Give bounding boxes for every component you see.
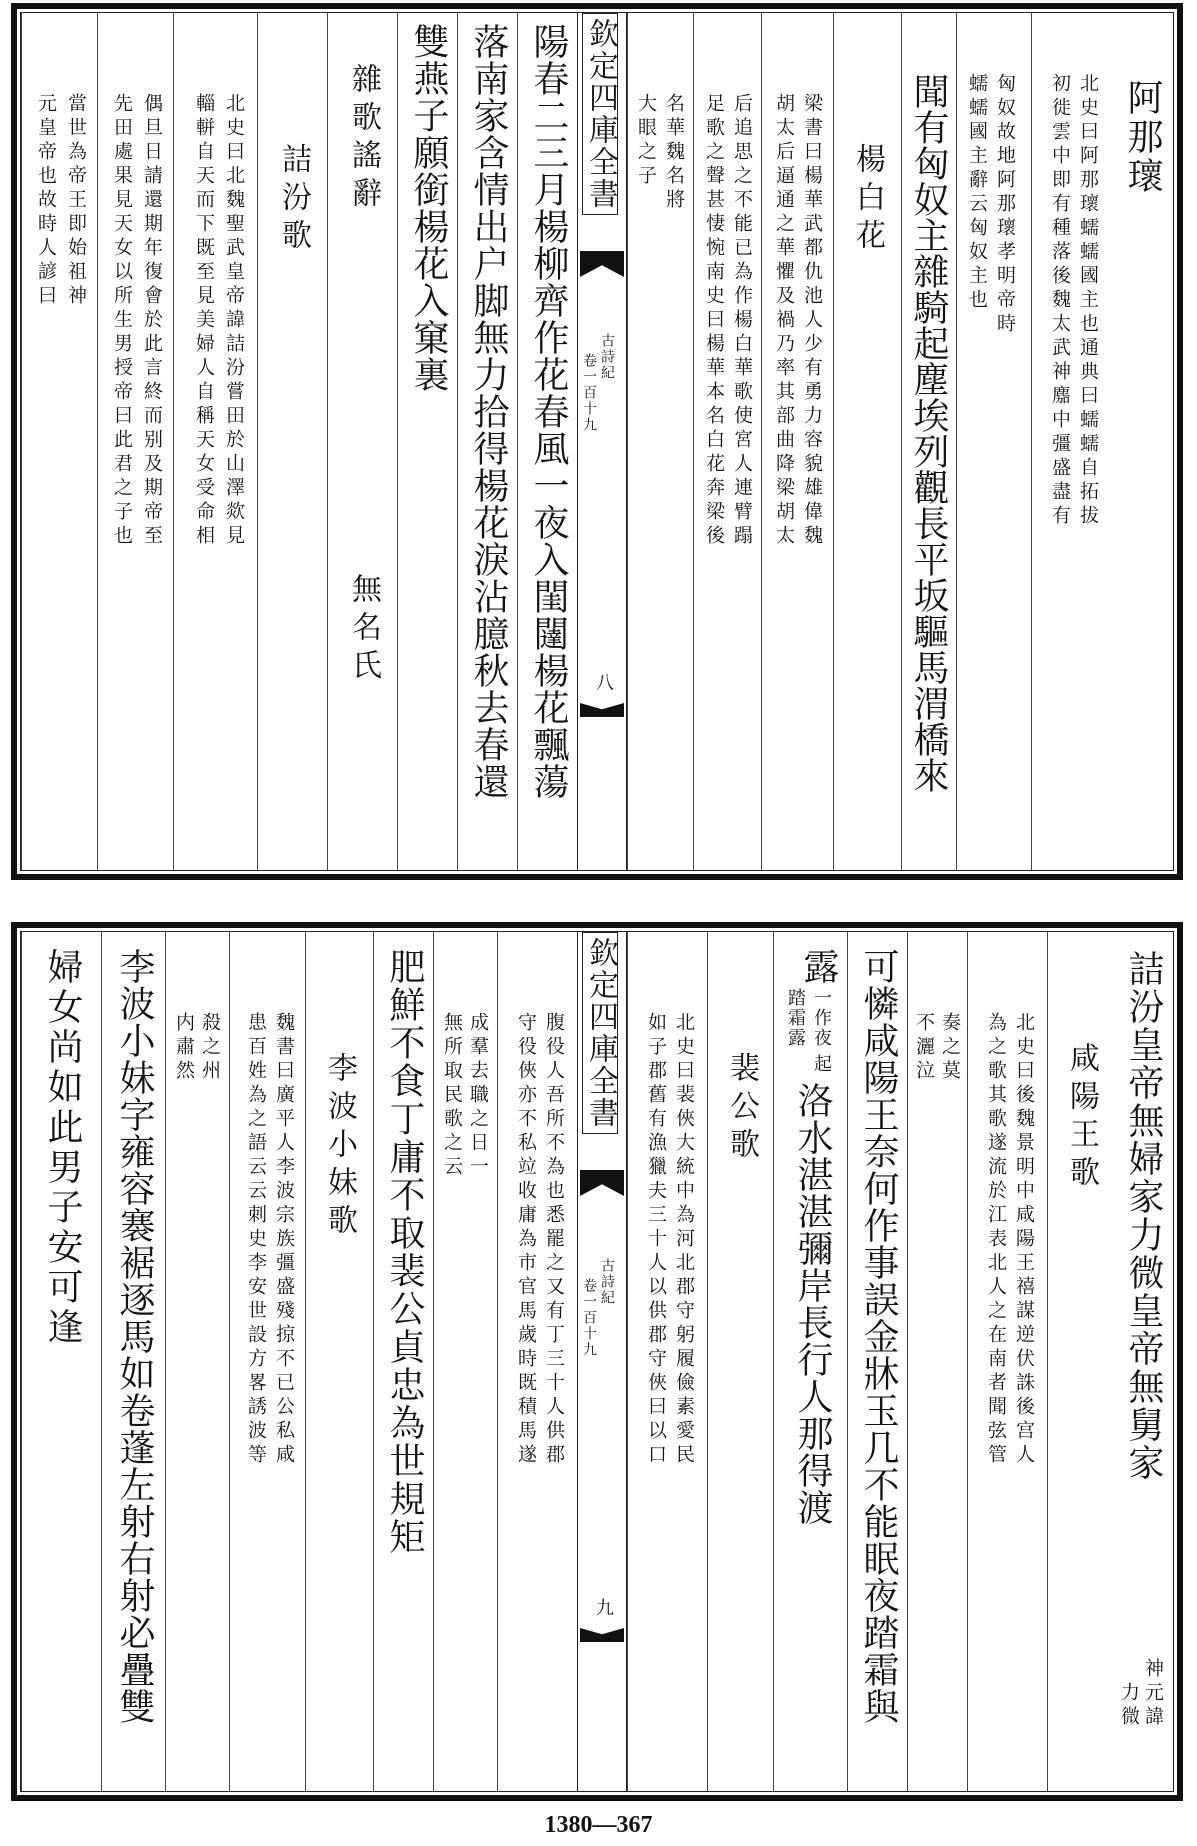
note-line: 患百姓為之語云云刺史李安世設方畧誘波等 <box>245 1012 267 1468</box>
note-line: 如子郡舊有漁獵夫三十人以供郡守俠曰以口 <box>645 1012 667 1468</box>
top-col-jiefen-notes-3 <box>21 13 97 870</box>
bottom-col-poem-peigong <box>373 932 433 1791</box>
bottom-col-title-libo <box>305 932 373 1791</box>
note-line: 成羣去職之日一 <box>467 1012 489 1180</box>
bottom-col-poem-xianyang-1 <box>847 932 907 1791</box>
poem-line: 洛水湛湛彌岸長行人那得渡 <box>792 1082 833 1526</box>
top-col-poem-anaguai <box>901 13 956 870</box>
note-line: 北史曰裴俠大統中為河北郡守躬履儉素愛民 <box>673 1012 695 1468</box>
center-volume: 卷一百十九 <box>581 1278 597 1358</box>
note-line: 魏書曰廣平人李波宗族彊盛殘掠不已公私咸 <box>273 1012 295 1468</box>
heading-xianyang: 咸陽王歌 <box>1064 1042 1099 1194</box>
bottom-col-libo-notes <box>229 932 305 1791</box>
note-line: 腹役人吾所不為也悉罷之又有丁三十人供郡 <box>543 1012 565 1468</box>
top-col-anaguai-notes <box>1031 13 1117 870</box>
poem-line: 肥鮮不食丁庸不取裴公貞忠為世規矩 <box>384 948 425 1556</box>
note-line: 大眼之子 <box>635 93 657 189</box>
top-col-yangbaihua-notes-3 <box>627 13 693 870</box>
top-page-frame <box>11 3 1183 880</box>
author-anonymous: 無名氏 <box>346 573 381 687</box>
bottom-col-poem-xianyang-2 <box>773 932 847 1791</box>
top-center-column <box>577 13 627 870</box>
bottom-col-peigong-notes-3 <box>433 932 497 1791</box>
bottom-col-peigong-notes <box>627 932 707 1791</box>
poem-line: 可憐咸陽王奈何作事誤金牀玉几不能眠夜踏霜與 <box>858 948 899 1725</box>
bottom-col-title-xianyang <box>1047 932 1115 1791</box>
bottom-center-column <box>577 932 627 1791</box>
note-line: 北史曰北魏聖武皇帝諱詰汾嘗田於山澤欻見 <box>223 93 245 549</box>
top-col-poem-yangbaihua-2 <box>457 13 517 870</box>
heading-peigong: 裴公歌 <box>724 1052 759 1166</box>
bottom-col-poem-libo-2 <box>21 932 101 1791</box>
note-line: 不灑泣 <box>913 1012 935 1084</box>
note-line: 匈奴故地阿那瓌孝明帝時 <box>994 73 1016 337</box>
page-footer-number: 1380—367 <box>544 1812 653 1838</box>
center-page-number: 九 <box>593 1598 614 1618</box>
bottom-col-xianyang-notes-2 <box>907 932 967 1791</box>
note-line: 北史曰阿那瓌蠕蠕國主也通典曰蠕蠕自拓拔 <box>1077 73 1099 529</box>
center-book-name: 古詩紀 <box>599 1258 615 1306</box>
fish-tail-mark <box>580 1170 624 1196</box>
note-line: 守役俠亦不私竝收庸為市官馬歲時既積馬遂 <box>515 1012 537 1468</box>
note-line: 胡太后逼通之華懼及禍乃率其部曲降梁胡太 <box>773 93 795 549</box>
note-line: 奏之莫 <box>939 1012 961 1084</box>
top-col-section-zage <box>327 13 397 870</box>
poem-line: 雙燕子願銜楊花入窠裏 <box>408 23 449 393</box>
poem-line: 陽春二三月楊柳齊作花春風一夜入閨闥楊花飄蕩 <box>528 23 569 800</box>
bottom-page-body <box>20 931 1174 1792</box>
note-line: 元皇帝也故時人諺曰 <box>35 93 57 309</box>
poem-line: 李波小妹字雍容褰裾逐馬如卷蓬左射右射必疊雙 <box>114 948 155 1725</box>
note-line: 力微 <box>1118 1682 1140 1730</box>
heading-jiefen: 詰汾歌 <box>276 143 311 257</box>
heading-anaguai: 阿那瓌 <box>1122 79 1163 196</box>
section-heading: 雜歌謠辭 <box>346 63 381 215</box>
fish-tail-mark-lower <box>580 703 624 717</box>
heading-yangbaihua: 楊白花 <box>850 143 885 257</box>
poem-line: 落南家含情出户脚無力拾得楊花淚沾臆秋去春還 <box>468 23 509 800</box>
note-line: 内肅然 <box>173 1012 195 1084</box>
note-line: 輜軿自天而下既至見美婦人自稱天女受命相 <box>193 93 215 549</box>
poem-line: 露 <box>798 948 839 987</box>
note-line: 名華魏名將 <box>663 93 685 213</box>
center-page-number: 八 <box>593 673 614 693</box>
poem-line: 詰汾皇帝無婦家力微皇帝無舅家 <box>1123 950 1164 1482</box>
note-line: 當世為帝王即始祖神 <box>65 93 87 309</box>
note-line: 北史曰後魏景明中咸陽王禧謀逆伏誅後宫人 <box>1013 1012 1035 1468</box>
bottom-col-poem-libo-1 <box>101 932 165 1791</box>
top-col-title-anaguai <box>1117 13 1173 870</box>
note-line: 蠕蠕國主辭云匈奴主也 <box>966 73 988 313</box>
poem-line: 婦女尚如此男子安可逢 <box>42 948 83 1348</box>
note-line: 起 <box>811 1054 832 1074</box>
top-col-title-jiefen <box>257 13 327 870</box>
top-page-body <box>20 12 1174 871</box>
note-line: 一作夜 <box>811 988 832 1048</box>
center-book-title: 欽定四庫全書 <box>582 13 618 215</box>
top-col-jiefen-notes <box>173 13 257 870</box>
top-col-title-yangbaihua <box>833 13 901 870</box>
fish-tail-mark <box>580 251 624 277</box>
note-line: 初徙雲中即有種落後魏太武神䴥中彊盛盡有 <box>1049 73 1071 529</box>
bottom-page-frame <box>11 922 1183 1801</box>
top-col-yangbaihua-notes-2 <box>693 13 761 870</box>
bottom-col-peigong-notes-2 <box>497 932 577 1791</box>
note-line: 先田處果見天女以所生男授帝曰此君之子也 <box>111 93 133 549</box>
note-line: 無所取民歌之云 <box>441 1012 463 1180</box>
note-line: 為之歌其歌遂流於江表北人之在南者聞弦管 <box>985 1012 1007 1468</box>
top-col-anaguai-notes-2 <box>956 13 1031 870</box>
center-book-title: 欽定四庫全書 <box>582 932 618 1134</box>
top-col-poem-yangbaihua-3 <box>397 13 457 870</box>
note-line: 偶旦日請還期年復會於此言終而别及期帝至 <box>141 93 163 549</box>
poem-line: 聞有匈奴主雜騎起塵埃列觀長平坂驅馬渭橋來 <box>908 73 949 793</box>
top-col-yangbaihua-notes <box>761 13 833 870</box>
center-volume: 卷一百十九 <box>581 353 597 433</box>
note-line: 殺之州 <box>199 1012 221 1084</box>
note-line: 神元諱 <box>1142 1658 1164 1730</box>
note-line: 踏霜露 <box>785 988 806 1048</box>
note-line: 梁書曰楊華武都仇池人少有勇力容貌雄偉魏 <box>801 93 823 549</box>
bottom-col-libo-notes-2 <box>165 932 229 1791</box>
bottom-col-title-peigong <box>707 932 773 1791</box>
top-col-jiefen-notes-2 <box>97 13 173 870</box>
note-line: 足歌之聲甚悽惋南史曰楊華本名白花奔梁後 <box>703 93 725 549</box>
center-book-name: 古詩紀 <box>599 333 615 381</box>
top-col-poem-yangbaihua-1 <box>517 13 577 870</box>
bottom-col-jiefen-poem <box>1115 932 1173 1791</box>
bottom-col-xianyang-notes <box>967 932 1047 1791</box>
heading-libo: 李波小妹歌 <box>322 1052 357 1242</box>
note-line: 后追思之不能已為作楊白華歌使宮人連臂蹋 <box>731 93 753 549</box>
fish-tail-mark-lower <box>580 1628 624 1642</box>
